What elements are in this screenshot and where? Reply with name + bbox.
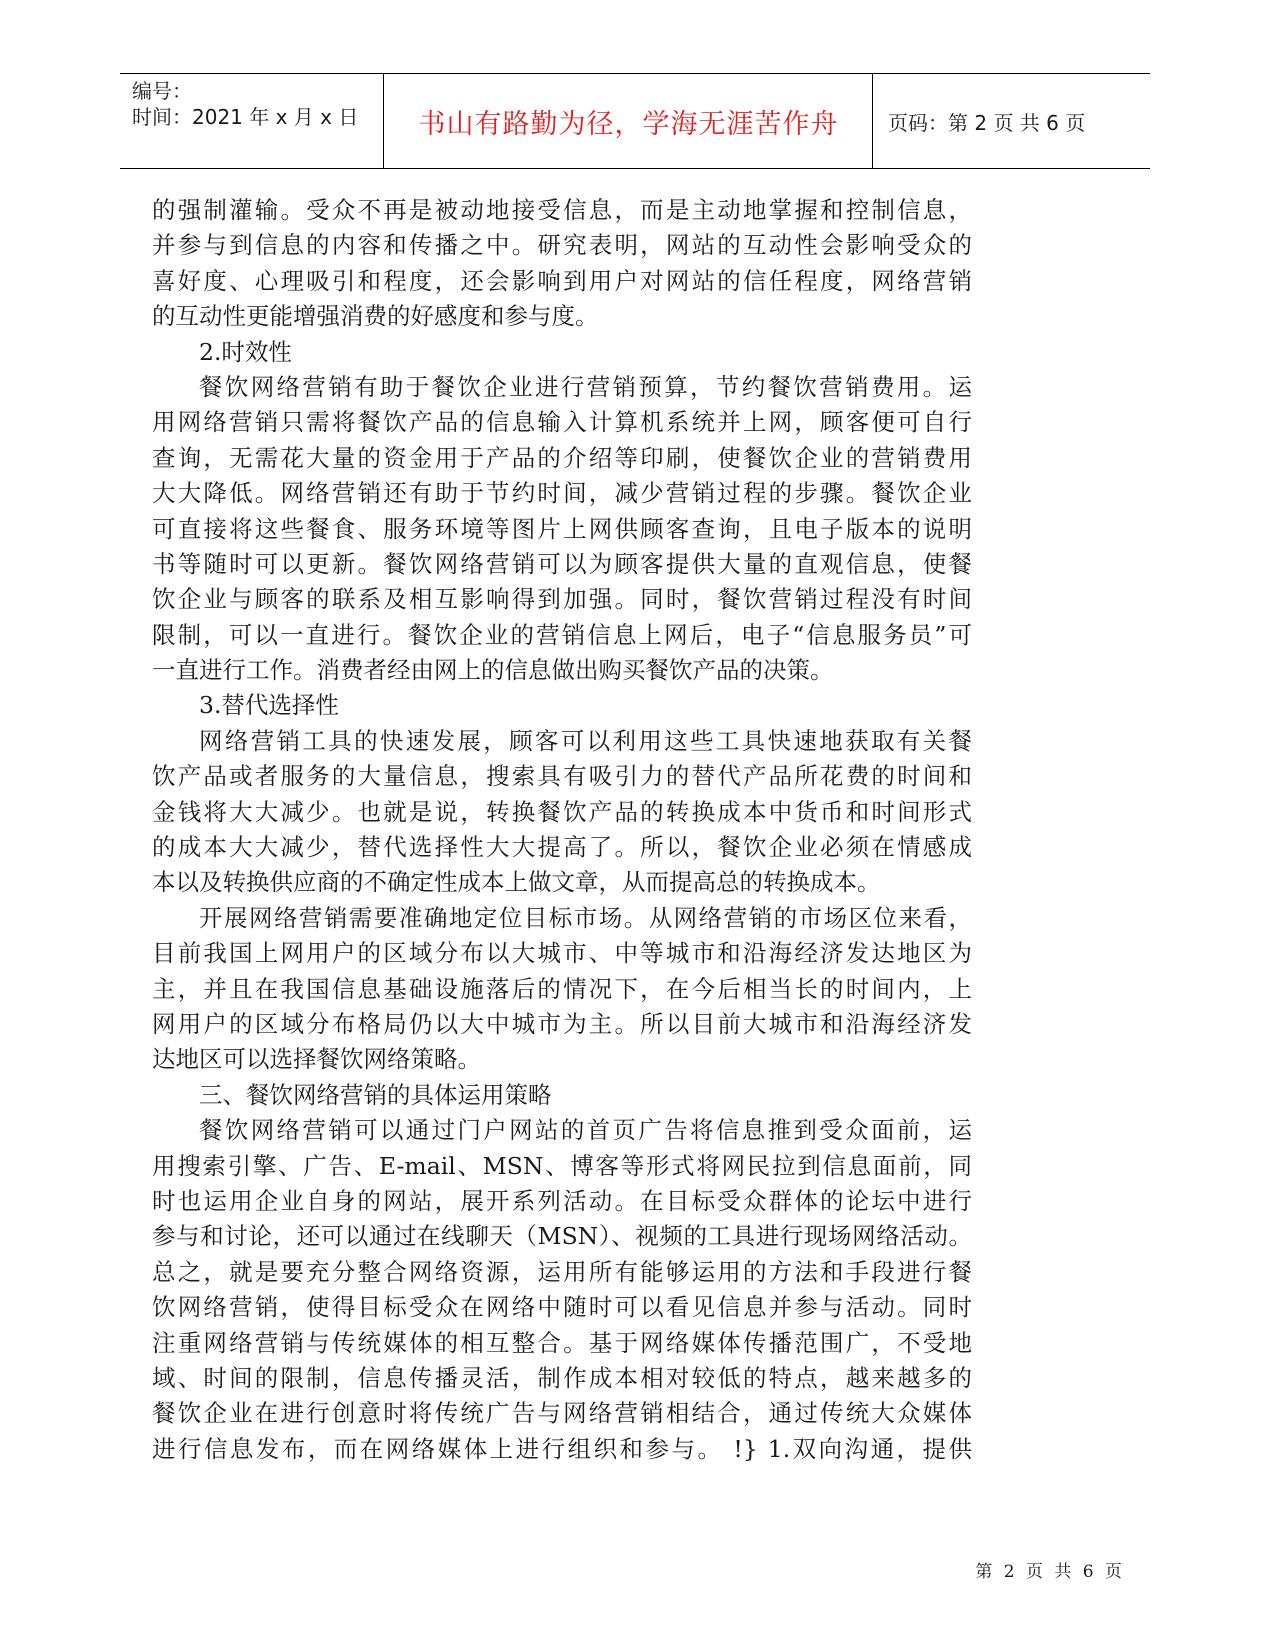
document-body: [152, 193, 972, 1467]
text-line: 金钱将大大减少。也就是说，转换餐饮产品的转换成本中货币和时间形式: [152, 797, 972, 826]
number-label: 编号：: [132, 79, 192, 103]
section-heading: 三、餐饮网络营销的具体运用策略: [199, 1080, 552, 1109]
section-heading: 3.替代选择性: [199, 691, 339, 720]
text-line: 饮产品或者服务的大量信息，搜索具有吸引力的替代产品所花费的时间和: [152, 762, 972, 791]
text-line: 达地区可以选择餐饮网络策略。: [152, 1045, 481, 1074]
text-line: 饮企业与顾客的联系及相互影响得到加强。同时，餐饮营销过程没有时间: [152, 585, 972, 614]
header-motto: 书山有路勤为径，学海无涯苦作舟: [418, 108, 839, 140]
text-line: 并参与到信息的内容和传播之中。研究表明，网站的互动性会影响受众的: [152, 231, 972, 260]
header-divider: [383, 74, 384, 168]
text-line: 网用户的区域分布格局仍以大中城市为主。所以目前大城市和沿海经济发: [152, 1009, 972, 1038]
text-line: 时也运用企业自身的网站，展开系列活动。在目标受众群体的论坛中进行: [152, 1186, 972, 1215]
text-line: 总之，就是要充分整合网络资源，运用所有能够运用的方法和手段进行餐: [152, 1257, 972, 1286]
text-line: 开展网络营销需要准确地定位目标市场。从网络营销的市场区位来看，: [199, 903, 972, 932]
text-line: 本以及转换供应商的不确定性成本上做文章，从而提高总的转换成本。: [152, 868, 881, 897]
text-line: 大大降低。网络营销还有助于节约时间，减少营销过程的步骤。餐饮企业: [152, 479, 972, 508]
text-line: 参与和讨论，还可以通过在线聊天（MSN）、视频的工具进行现场网络活动。: [152, 1222, 972, 1251]
text-line: 进行信息发布，而在网络媒体上进行组织和参与。 !} 1.双向沟通，提供: [152, 1434, 972, 1463]
text-line: 餐饮网络营销可以通过门户网站的首页广告将信息推到受众面前，运: [199, 1116, 972, 1145]
text-line: 饮网络营销，使得目标受众在网络中随时可以看见信息并参与活动。同时: [152, 1293, 972, 1322]
text-line: 的强制灌输。受众不再是被动地接受信息，而是主动地掌握和控制信息，: [152, 196, 972, 224]
text-line: 域、时间的限制，信息传播灵活，制作成本相对较低的特点，越来越多的: [152, 1363, 972, 1392]
text-line: 目前我国上网用户的区域分布以大城市、中等城市和沿海经济发达地区为: [152, 939, 972, 968]
text-line: 的成本大大减少，替代选择性大大提高了。所以，餐饮企业必须在情感成: [152, 833, 972, 862]
text-line: 主，并且在我国信息基础设施落后的情况下，在今后相当长的时间内，上: [152, 974, 972, 1003]
text-line: 查询，无需花大量的资金用于产品的介绍等印刷，使餐饮企业的营销费用: [152, 443, 972, 472]
text-line: 餐饮企业在进行创意时将传统广告与网络营销相结合，通过传统大众媒体: [152, 1399, 972, 1428]
text-line: 可直接将这些餐食、服务环境等图片上网供顾客查询，且电子版本的说明: [152, 514, 972, 543]
text-line: 注重网络营销与传统媒体的相互整合。基于网络媒体传播范围广，不受地: [152, 1328, 972, 1357]
header-table: [120, 73, 1150, 169]
page-footer: 第 2 页 共 6 页: [975, 1562, 1125, 1582]
header-page-label: 页码：第 2 页 共 6 页: [888, 110, 1086, 135]
text-line: 网络营销工具的快速发展，顾客可以利用这些工具快速地获取有关餐: [199, 726, 972, 755]
text-line: 的互动性更能增强消费的好感度和参与度。: [152, 302, 599, 331]
text-line: 书等随时可以更新。餐饮网络营销可以为顾客提供大量的直观信息，使餐: [152, 549, 972, 578]
header-divider: [872, 74, 873, 168]
text-line: 用搜索引擎、广告、E-mail、MSN、博客等形式将网民拉到信息面前，同: [152, 1151, 972, 1180]
text-line: 一直进行工作。消费者经由网上的信息做出购买餐饮产品的决策。: [152, 656, 834, 685]
section-heading: 2.时效性: [199, 337, 292, 366]
time-label: 时间：2021 年 x 月 x 日: [132, 105, 359, 129]
text-line: 餐饮网络营销有助于餐饮企业进行营销预算，节约餐饮营销费用。运: [199, 372, 972, 401]
text-line: 限制，可以一直进行。餐饮企业的营销信息上网后，电子“信息服务员”可: [152, 620, 972, 649]
text-line: 用网络营销只需将餐饮产品的信息输入计算机系统并上网，顾客便可自行: [152, 408, 972, 437]
text-line: 喜好度、心理吸引和程度，还会影响到用户对网站的信任程度，网络营销: [152, 266, 972, 295]
